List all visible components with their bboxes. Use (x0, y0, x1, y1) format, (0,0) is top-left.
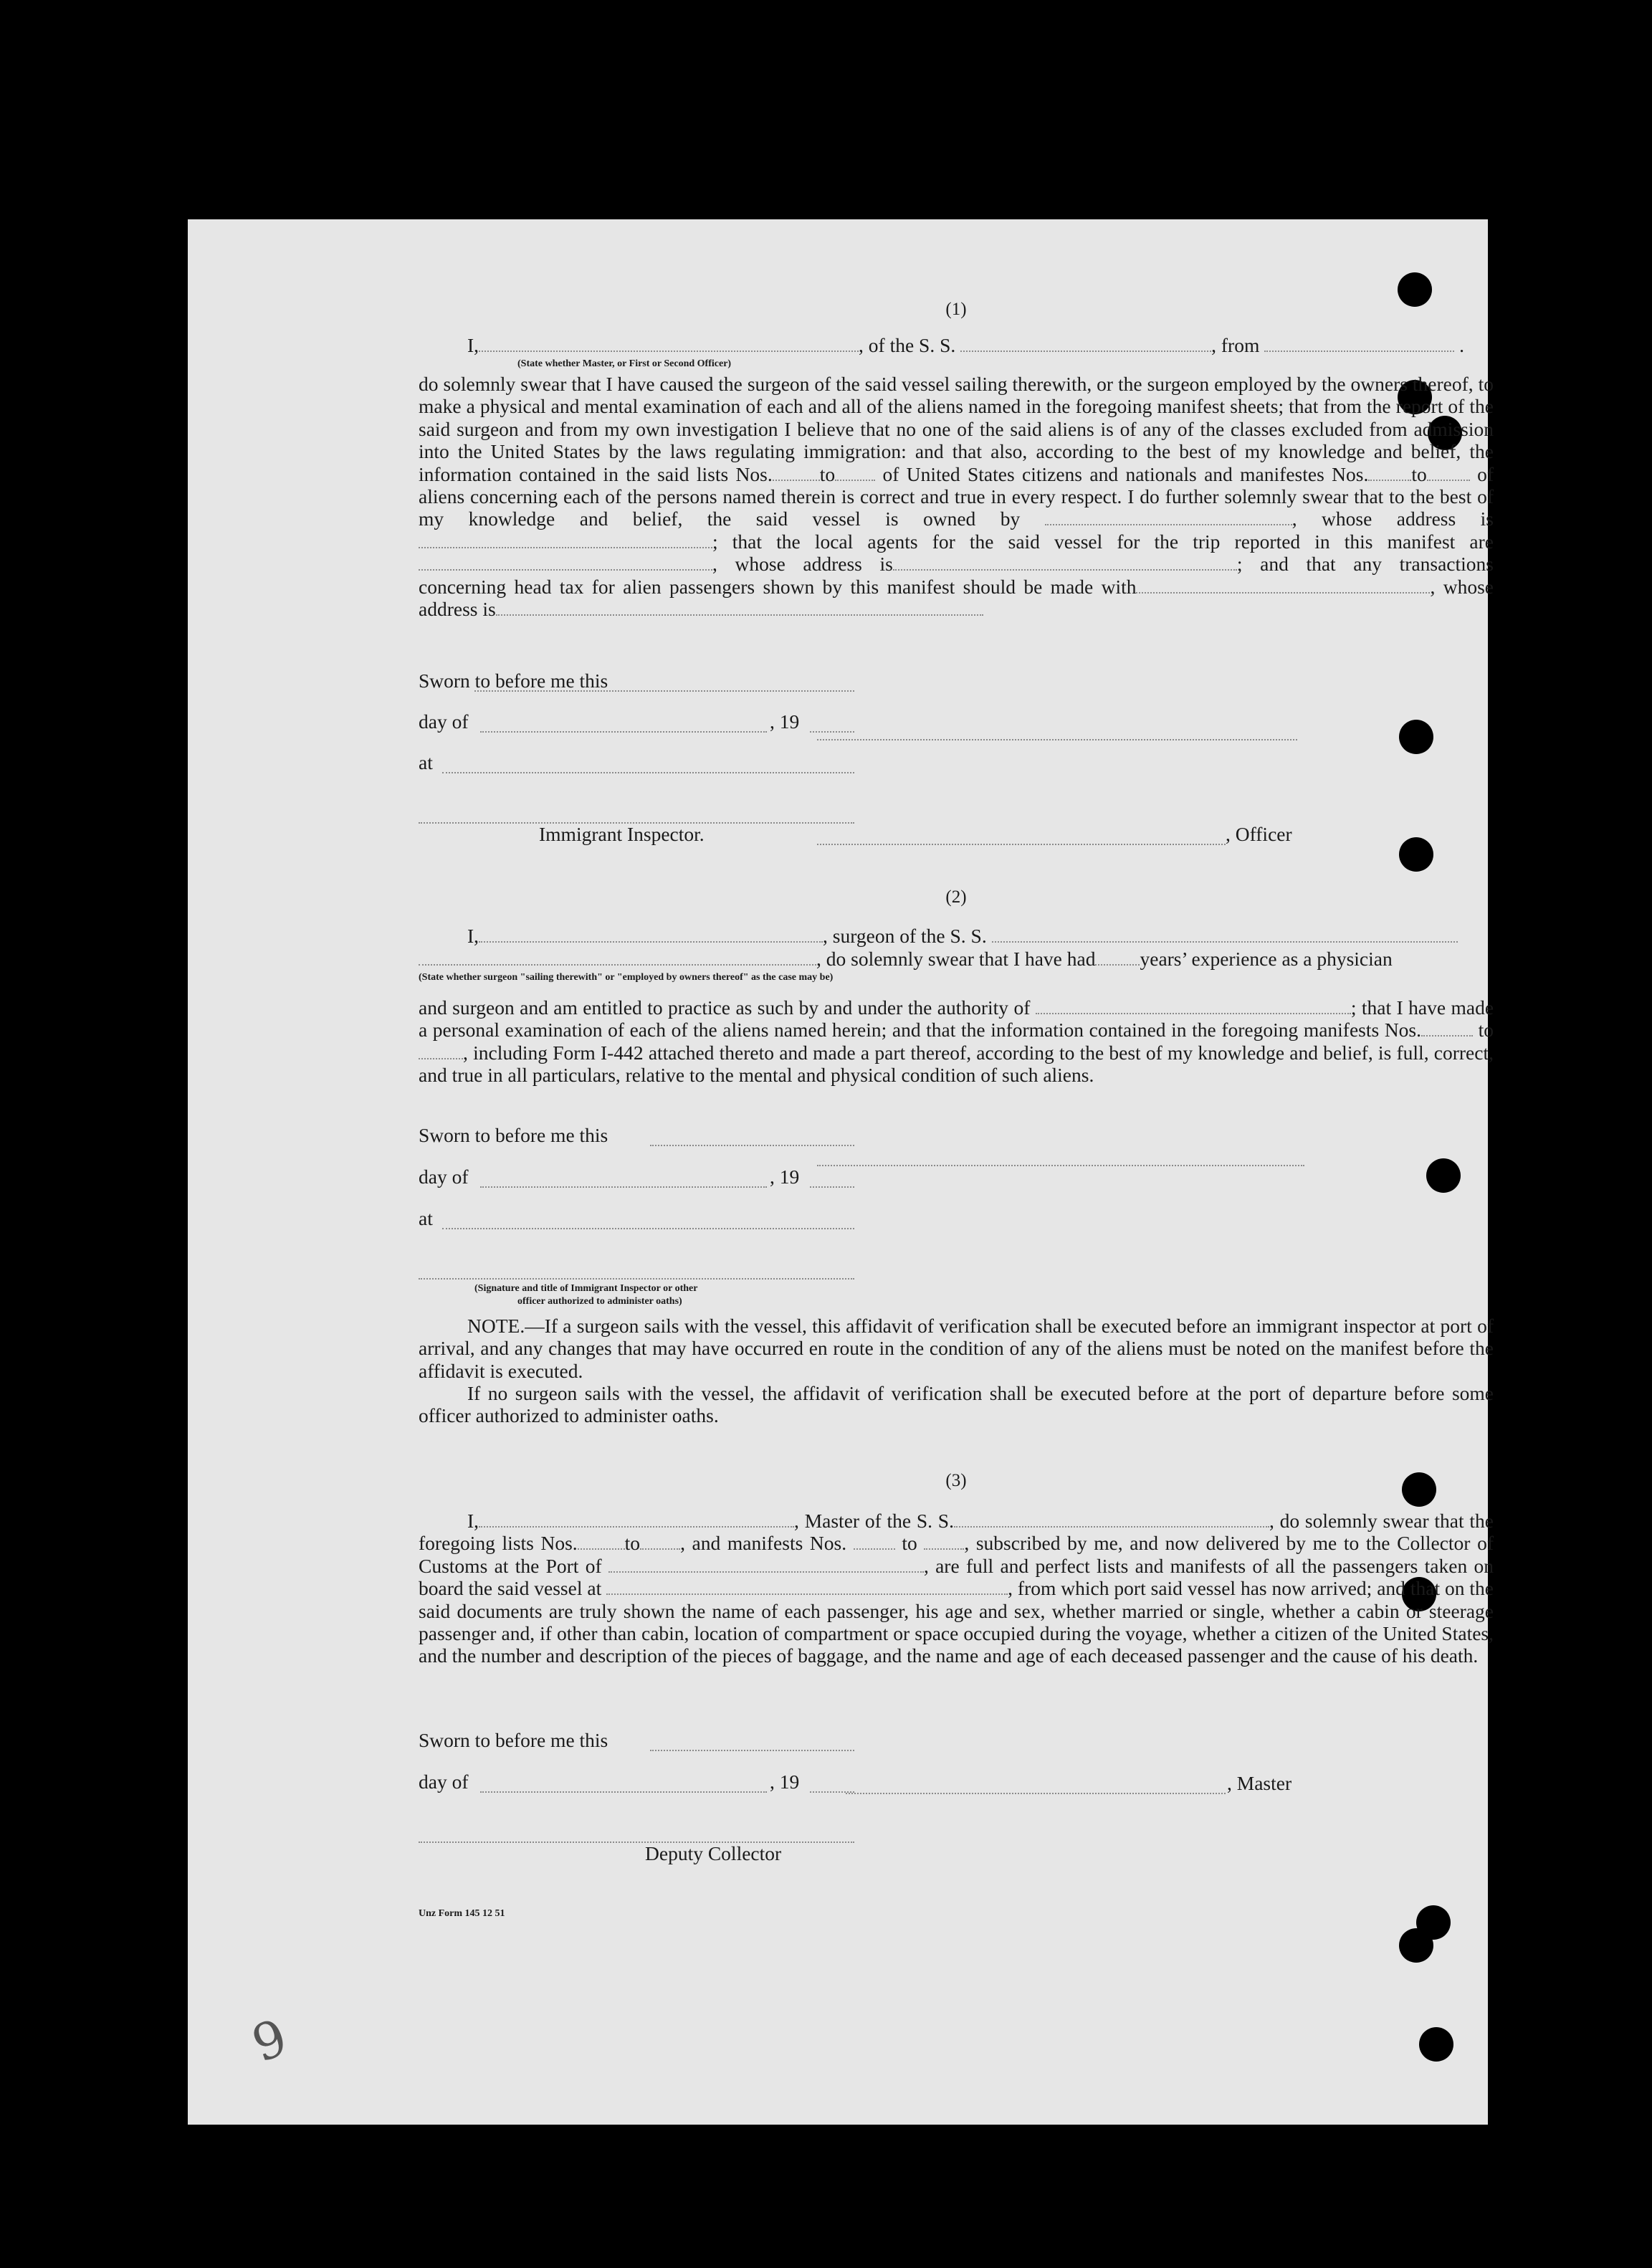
document-page (188, 219, 1494, 2125)
section-2-caption: (State whether surgeon "sailing therewith" or "employed by owners thereof" as the case may be) (419, 972, 834, 983)
blank-line (442, 771, 854, 773)
blank-line (650, 1749, 854, 1751)
section-1-officer: , Officer (1226, 823, 1292, 845)
text: and surgeon and am entitled to practice as such by and under the authority of (419, 996, 1031, 1019)
section-3-sworn: Sworn to before me this (419, 1729, 608, 1751)
text: I, (467, 925, 479, 947)
text: , whose address is (712, 553, 893, 576)
section-1-line-1 (419, 334, 1494, 356)
section-2-at: at (419, 1207, 433, 1229)
text: . (1459, 334, 1464, 356)
text: that I have made a personal examination of each of the aliens named herein; and that the information contained in the foregoing manifests Nos. (419, 996, 1494, 1042)
blank-line (442, 1227, 854, 1229)
text: of United States citizens and nationals and manifestes Nos. (882, 462, 1369, 485)
blank-line (480, 1791, 767, 1793)
text: whose address is (419, 575, 1494, 621)
text: I, (467, 334, 479, 356)
text: , (1430, 575, 1436, 598)
signature-line (419, 1841, 854, 1843)
punch-hole (1399, 720, 1433, 754)
section-2-number: (2) (945, 887, 967, 907)
text: , of the S. S. (859, 334, 956, 356)
section-2-sig-caption-1: (Signature and title of Immigrant Inspector or other (474, 1283, 698, 1294)
form-number: Unz Form 145 12 51 (419, 1908, 505, 1919)
signature-line (817, 738, 1297, 740)
punch-hole (1426, 1158, 1461, 1193)
signature-line (817, 1164, 1304, 1166)
text: to (902, 1532, 917, 1555)
section-2-note-2: If no surgeon sails with the vessel, the affidavit of verification shall be executed before at the port of departure before some officer authorized to administer oaths. (419, 1382, 1494, 1427)
section-3-paragraph (419, 1510, 1494, 1667)
section-2-line-1 (419, 925, 1494, 947)
punch-hole (1419, 2027, 1453, 2062)
section-3-year: , 19 (770, 1771, 800, 1793)
text: to (1411, 462, 1427, 485)
text: , including Form I-442 attached thereto and made a part thereof, according to the best of my knowledge and belief, is full, correct, and true in all particulars, relative to the mental and physical condition of such aliens. (419, 1041, 1494, 1087)
text: I, (467, 1510, 479, 1532)
text: , subscribed by me, and now delivered by me to the Collector of Customs at the Port of (419, 1532, 1494, 1577)
section-2-day-of: day of (419, 1166, 469, 1188)
text: , and manifests Nos. (680, 1532, 847, 1555)
section-1-at: at (419, 751, 433, 773)
text: , do solemnly swear that I have had (816, 948, 1096, 970)
text: ; (1350, 996, 1357, 1019)
section-2-sig-caption-2: officer authorized to administer oaths) (517, 1296, 682, 1307)
section-2-note-1: NOTE.—If a surgeon sails with the vessel, this affidavit of verification shall be executed before an immigrant inspector at port of arrival, and any changes that may have occurred en route in the condition of any of the aliens must be noted on the manifest before the affidavit is executed. (419, 1315, 1494, 1382)
section-3-number: (3) (945, 1471, 967, 1490)
section-1-year: , 19 (770, 710, 800, 733)
blank-line (480, 1186, 767, 1188)
section-1-sworn: Sworn to before me this (419, 670, 608, 692)
section-1-number: (1) (945, 300, 967, 319)
text: to (1478, 1019, 1494, 1042)
punch-hole (1399, 1928, 1433, 1963)
text: do solemnly swear that I have caused the surgeon of the said vessel sailing therewith, or the surgeon employed by the owners thereof, to make a physical and mental examination of each and all of the aliens named in the foregoing manifest sheets; that from the report of the said surgeon and from my own investigation I believe that no one of the said aliens is of any of the classes excluded from admission into the United States by the laws regulating immigration: and that also, according to the best of my knowledge and belief, the information contained in the said lists Nos. (419, 373, 1494, 485)
punch-hole (1399, 837, 1433, 872)
text: , do solemnly swear (1269, 1510, 1429, 1532)
text: , from (1211, 334, 1260, 356)
section-3-master: , Master (1227, 1772, 1292, 1794)
signature-line (817, 843, 1226, 845)
text: , whose address is (1291, 508, 1494, 530)
pencil-mark: 9 (244, 2007, 295, 2074)
text: , are full and perfect lists and manifests of all the passengers taken on board the said vessel at (419, 1554, 1494, 1600)
section-1-day-of: day of (419, 710, 469, 733)
section-2-line-2 (419, 948, 1494, 970)
section-1-inspector: Immigrant Inspector. (539, 823, 705, 845)
text: years’ experience as a physician (1140, 948, 1393, 970)
section-3-deputy: Deputy Collector (645, 1842, 782, 1864)
text: that the foregoing lists Nos. (419, 1510, 1494, 1555)
blank-line (474, 690, 854, 692)
text: ; and that any transactions concerning head tax for alien passengers shown by this manifest should be made with (419, 553, 1494, 598)
section-1-paragraph (419, 373, 1494, 620)
text: , surgeon of the S. S. (823, 925, 987, 947)
section-2-paragraph (419, 996, 1494, 1087)
blank-line (810, 730, 854, 733)
blank-line (810, 1186, 854, 1188)
section-2-sworn: Sworn to before me this (419, 1124, 608, 1146)
text: to (624, 1532, 641, 1555)
section-1-caption: (State whether Master, or First or Second Officer) (517, 358, 732, 369)
signature-line (846, 1792, 1226, 1794)
text: ; that the local agents for the said vessel for the trip reported in this manifest are (712, 530, 1494, 553)
text: , Master of the S. S. (794, 1510, 954, 1532)
blank-line (480, 730, 767, 733)
text: of aliens concerning each of the persons named therein is correct and true in every respect. I do further solemnly swear that to the best of my knowledge and belief, the said vessel is owned by (419, 462, 1494, 530)
signature-line (419, 1277, 854, 1280)
text: , from which port said vessel has now arrived; and that on the said documents are truly shown the name of each passenger, his age and sex, whether married or single, whether a cabin or steerage passenger and, if other than cabin, location of compartment or space occupied during the voyage, whether a citizen of the United States, and the number and description of the pieces of baggage, and the name and age of each deceased passenger and the cause of his death. (419, 1577, 1494, 1667)
blank-line (650, 1144, 854, 1146)
section-3-day-of: day of (419, 1771, 469, 1793)
section-2-year: , 19 (770, 1166, 800, 1188)
text: to (819, 462, 836, 485)
